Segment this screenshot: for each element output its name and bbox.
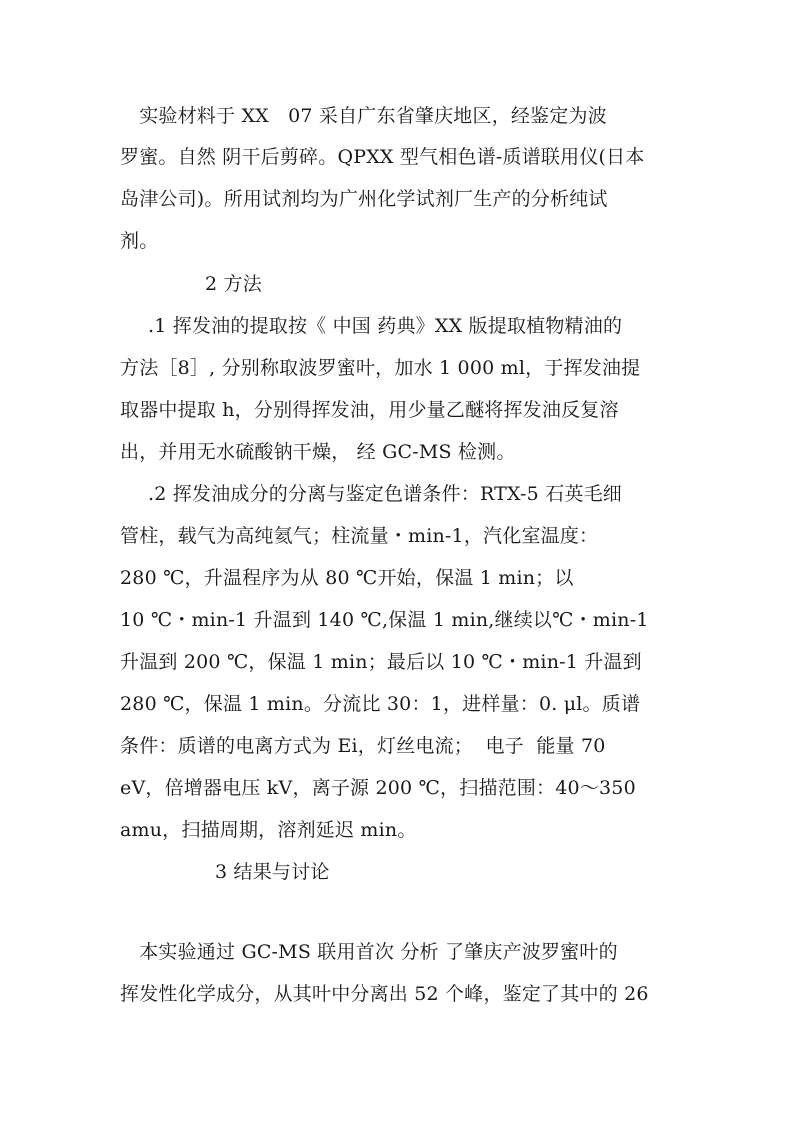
paragraph-separation-line-6: 280 ℃，保温 1 min。分流比 30：1，进样量：0. μl。质谱 bbox=[120, 693, 641, 715]
paragraph-materials-line-2: 罗蜜。自然 阴干后剪碎。QPXX 型气相色谱-质谱联用仪(日本 bbox=[120, 146, 645, 168]
section-heading-results: 3 结果与讨论 bbox=[215, 861, 330, 883]
paragraph-separation-line-1: .2 挥发油成分的分离与鉴定色谱条件：RTX-5 石英毛细 bbox=[148, 483, 623, 505]
paragraph-extraction-line-4: 出，并用无水硫酸钠干燥， 经 GC-MS 检测。 bbox=[120, 441, 516, 463]
paragraph-materials-line-1: 实验材料于 XX 07 采自广东省肇庆地区，经鉴定为波 bbox=[120, 105, 607, 127]
section-heading-methods: 2 方法 bbox=[205, 273, 262, 295]
paragraph-separation-line-8: eV，倍增器电压 kV，离子源 200 ℃，扫描范围：40～350 bbox=[120, 777, 636, 799]
paragraph-materials-line-4: 剂。 bbox=[120, 230, 159, 252]
paragraph-extraction-line-3: 取器中提取 h，分别得挥发油，用少量乙醚将挥发油反复溶 bbox=[120, 399, 619, 421]
paragraph-separation-line-4: 10 ℃・min-1 升温到 140 ℃,保温 1 min,继续以℃・min-1 bbox=[120, 609, 649, 631]
paragraph-separation-line-5: 升温到 200 ℃，保温 1 min；最后以 10 ℃・min-1 升温到 bbox=[120, 651, 642, 673]
paragraph-separation-line-3: 280 ℃，升温程序为从 80 ℃开始，保温 1 min；以 bbox=[120, 567, 574, 589]
paragraph-results-line-2: 挥发性化学成分，从其叶中分离出 52 个峰，鉴定了其中的 26 bbox=[120, 983, 649, 1005]
paragraph-results-line-1: 本实验通过 GC-MS 联用首次 分析 了肇庆产波罗蜜叶的 bbox=[120, 941, 618, 963]
paragraph-separation-line-9: amu，扫描周期，溶剂延迟 min。 bbox=[120, 819, 417, 841]
paragraph-extraction-line-1: .1 挥发油的提取按《 中国 药典》XX 版提取植物精油的 bbox=[148, 315, 623, 337]
paragraph-separation-line-2: 管柱，载气为高纯氦气；柱流量・min-1，汽化室温度： bbox=[120, 525, 599, 547]
paragraph-extraction-line-2: 方法［8］, 分别称取波罗蜜叶，加水 1 000 ml，于挥发油提 bbox=[120, 357, 641, 379]
paragraph-materials-line-3: 岛津公司)。所用试剂均为广州化学试剂厂生产的分析纯试 bbox=[120, 188, 608, 210]
paragraph-separation-line-7: 条件：质谱的电离方式为 Ei，灯丝电流； 电子 能量 70 bbox=[120, 735, 606, 757]
